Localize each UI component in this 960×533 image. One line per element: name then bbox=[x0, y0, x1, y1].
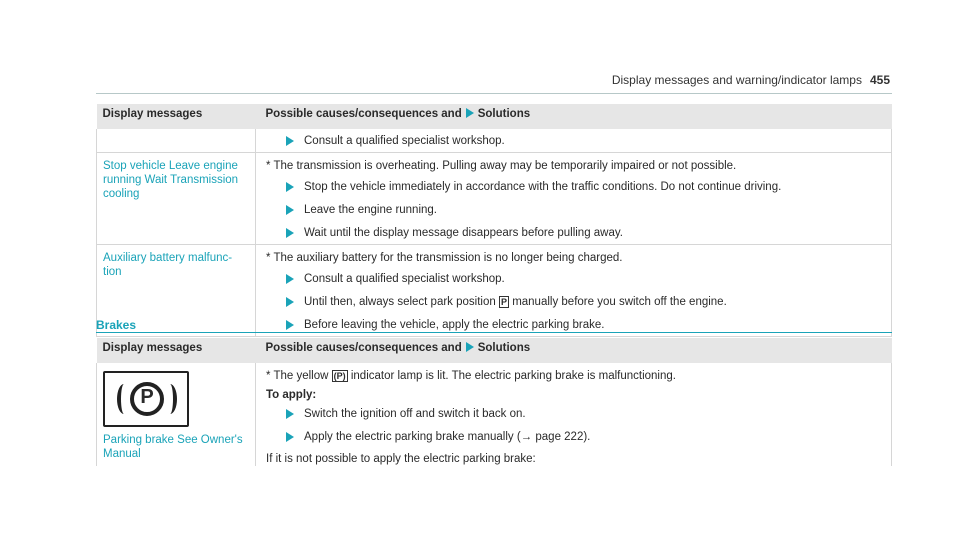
solution-item: Before leaving the vehicle, apply the electric parking brake. bbox=[286, 313, 891, 336]
arrow-icon bbox=[286, 274, 294, 284]
arrow-icon bbox=[286, 136, 294, 146]
display-message: Auxiliary battery malfunc-tion bbox=[103, 252, 233, 278]
header-title: Display messages and warning/indicator lamps bbox=[611, 73, 862, 87]
column-header-solutions-label: Solutions bbox=[477, 108, 531, 120]
if-not-possible-text: If it is not possible to apply the electric parking brake: bbox=[266, 453, 536, 465]
cause-text: * The auxiliary battery for the transmission is no longer being charged. bbox=[266, 252, 623, 264]
cause-text: * The yellow (P) indicator lamp is lit. The electric parking brake is malfunctioning. bbox=[266, 370, 676, 382]
solution-item: Leave the engine running. bbox=[286, 198, 891, 221]
page-number: 455 bbox=[869, 73, 890, 87]
column-header-causes: Possible causes/consequences and Solutions bbox=[256, 338, 892, 363]
solution-item: Switch the ignition off and switch it back on. bbox=[286, 402, 891, 425]
display-messages-table bbox=[96, 104, 892, 337]
header-divider bbox=[96, 93, 892, 94]
solution-item: Stop the vehicle immediately in accordance with the traffic conditions. Do not continue driving. bbox=[286, 175, 891, 198]
display-message: Parking brake See Owner's Manual bbox=[103, 434, 243, 460]
column-header-causes bbox=[256, 104, 892, 129]
arrow-icon bbox=[466, 108, 474, 118]
arrow-icon bbox=[286, 409, 294, 419]
table-row bbox=[97, 363, 892, 466]
parking-brake-lamp-icon: (P) bbox=[333, 371, 346, 381]
solution-item: Consult a qualified specialist workshop. bbox=[286, 129, 891, 152]
section-title: Brakes bbox=[96, 318, 137, 332]
solution-item: Until then, always select park position P manually before you switch off the engine. bbox=[286, 290, 891, 313]
display-message: Stop vehicle Leave engine running Wait Transmission cooling bbox=[103, 160, 239, 200]
cause-text: * The transmission is overheating. Pulling away may be temporarily impaired or not possible. bbox=[266, 160, 737, 172]
arrow-icon bbox=[286, 320, 294, 330]
parking-brake-warning-icon: P bbox=[103, 371, 189, 427]
park-position-icon: P bbox=[500, 297, 507, 307]
table-row bbox=[97, 245, 892, 337]
column-header-messages: Display messages bbox=[97, 338, 256, 363]
apply-label: To apply: bbox=[266, 389, 317, 401]
solution-item: Apply the electric parking brake manually (→ page 222). bbox=[286, 425, 891, 448]
arrow-icon bbox=[286, 297, 294, 307]
table-row bbox=[97, 153, 892, 245]
arrow-icon bbox=[286, 182, 294, 192]
solution-item: Consult a qualified specialist workshop. bbox=[286, 267, 891, 290]
arrow-icon bbox=[286, 205, 294, 215]
table-row bbox=[97, 129, 892, 153]
arrow-icon bbox=[466, 342, 474, 352]
section-divider bbox=[96, 332, 892, 333]
arrow-icon bbox=[286, 432, 294, 442]
arrow-icon bbox=[286, 228, 294, 238]
column-header-causes-label: Possible causes/consequences and bbox=[265, 108, 462, 120]
column-header-messages: Display messages bbox=[97, 104, 256, 129]
running-header bbox=[612, 73, 890, 87]
solution-item: Wait until the display message disappears before pulling away. bbox=[286, 221, 891, 244]
brakes-table bbox=[96, 338, 892, 466]
